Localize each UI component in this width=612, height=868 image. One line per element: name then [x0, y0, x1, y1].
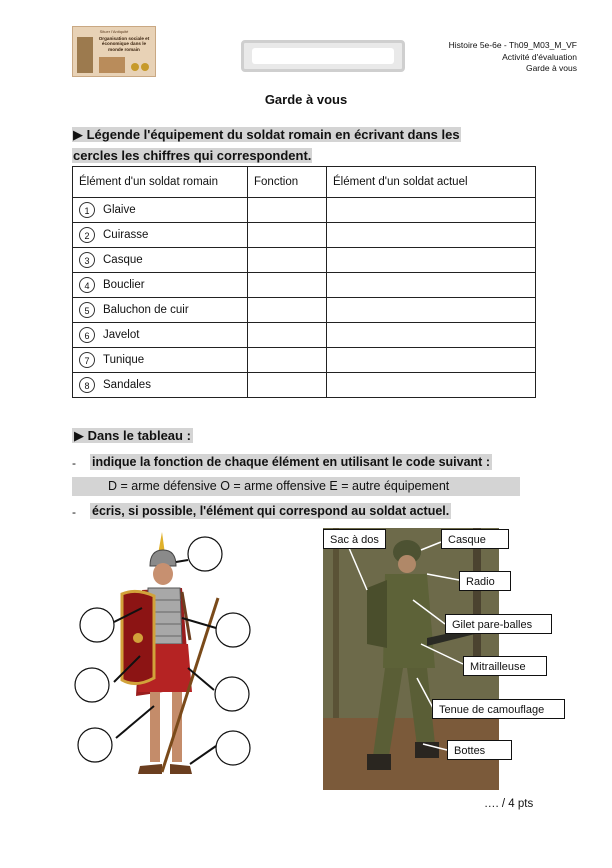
function-cell[interactable] [248, 373, 327, 398]
instruction-line-1: ▶ Légende l'équipement du soldat romain en écrivant dans les [73, 127, 460, 142]
page-title: Garde à vous [264, 92, 348, 107]
activity-name: Garde à vous [525, 63, 577, 73]
instruction-function: indique la fonction de chaque élément en utilisant le code suivant : [92, 455, 490, 469]
table-row [73, 298, 536, 323]
answer-circle-helmet[interactable] [188, 537, 222, 571]
number-circle: 7 [79, 352, 95, 368]
table-instructions-heading: ▶ Dans le tableau : [74, 428, 191, 443]
thumbnail-statue-image [77, 37, 93, 73]
roman-element: Sandales [103, 379, 151, 392]
function-cell[interactable] [248, 323, 327, 348]
activity-type: Activité d'évaluation [502, 51, 577, 62]
right-sandal [170, 764, 192, 774]
roman-element: Casque [103, 254, 143, 267]
roman-element: Tunique [103, 354, 145, 367]
score: …. / 4 pts [484, 798, 534, 810]
modern-element-cell[interactable] [327, 273, 536, 298]
number-circle: 6 [79, 327, 95, 343]
number-circle: 2 [79, 227, 95, 243]
table-row [73, 223, 536, 248]
number-circle: 5 [79, 302, 95, 318]
thumbnail-caption: Situer l'Antiquité [99, 29, 129, 34]
table-row [73, 248, 536, 273]
modern-element-cell[interactable] [327, 248, 536, 273]
answer-circle-sandals[interactable] [216, 731, 250, 765]
function-cell[interactable] [248, 273, 327, 298]
roman-element: Glaive [103, 204, 136, 217]
modern-element-cell[interactable] [327, 298, 536, 323]
course-thumbnail [72, 26, 156, 77]
bullet-dash: - [72, 505, 76, 519]
instruction-line-2: cercles les chiffres qui correspondent. [73, 148, 312, 163]
number-circle: 8 [79, 377, 95, 393]
instruction-legend [72, 124, 538, 166]
table-header-row [73, 167, 536, 198]
answer-circle-shield[interactable] [80, 608, 114, 642]
modern-element-cell[interactable] [327, 323, 536, 348]
label-backpack: Sac à dos [323, 529, 386, 549]
thumbnail-coin-icon [141, 63, 149, 71]
left-leg [150, 692, 160, 762]
function-cell[interactable] [248, 348, 327, 373]
table-row [73, 323, 536, 348]
instruction-modern: écris, si possible, l'élément qui correspond au soldat actuel. [92, 504, 450, 518]
modern-element-cell[interactable] [327, 223, 536, 248]
modern-element-cell[interactable] [327, 198, 536, 223]
roman-element: Cuirasse [103, 229, 149, 242]
modern-element-cell[interactable] [327, 373, 536, 398]
modern-element-cell[interactable] [327, 348, 536, 373]
header-roman-element: Élément d'un soldat romain [73, 167, 248, 198]
document-reference [449, 40, 577, 75]
bullet-dash: - [72, 456, 76, 470]
answer-circle-javelin[interactable] [215, 677, 249, 711]
answer-circle-armour[interactable] [216, 613, 250, 647]
label-boots: Bottes [447, 740, 512, 760]
function-cell[interactable] [248, 248, 327, 273]
equipment-table [72, 166, 536, 398]
table-row [73, 348, 536, 373]
course-code: Histoire 5e-6e - Th09_M03_M_VF [448, 40, 577, 50]
number-circle: 3 [79, 252, 95, 268]
left-sandal [138, 764, 162, 774]
function-cell[interactable] [248, 223, 327, 248]
label-bulletproof-vest: Gilet pare-balles [445, 614, 552, 634]
header-modern-element: Élément d'un soldat actuel [327, 167, 536, 198]
number-circle: 1 [79, 202, 95, 218]
roman-element: Bouclier [103, 279, 145, 292]
roman-soldier-illustration [70, 528, 270, 790]
label-camouflage: Tenue de camouflage [432, 699, 565, 719]
label-helmet: Casque [441, 529, 509, 549]
function-codes: D = arme défensive O = arme offensive E = autre équipement [72, 477, 520, 496]
table-row [73, 373, 536, 398]
student-name-box[interactable] [241, 40, 405, 72]
thumbnail-scene-image [99, 57, 125, 73]
function-cell[interactable] [248, 298, 327, 323]
thumbnail-title: Organisation sociale et économique dans le monde romain [98, 36, 150, 52]
label-machine-gun: Mitrailleuse [463, 656, 547, 676]
face [153, 563, 173, 585]
number-circle: 4 [79, 277, 95, 293]
answer-circle-legs[interactable] [78, 728, 112, 762]
answer-circle-tunic[interactable] [75, 668, 109, 702]
label-radio: Radio [459, 571, 511, 591]
roman-element: Baluchon de cuir [103, 304, 189, 317]
table-row [73, 198, 536, 223]
shield-boss [133, 633, 143, 643]
roman-element: Javelot [103, 329, 140, 342]
table-row [73, 273, 536, 298]
header-function: Fonction [248, 167, 327, 198]
thumbnail-coin-icon [131, 63, 139, 71]
function-cell[interactable] [248, 198, 327, 223]
